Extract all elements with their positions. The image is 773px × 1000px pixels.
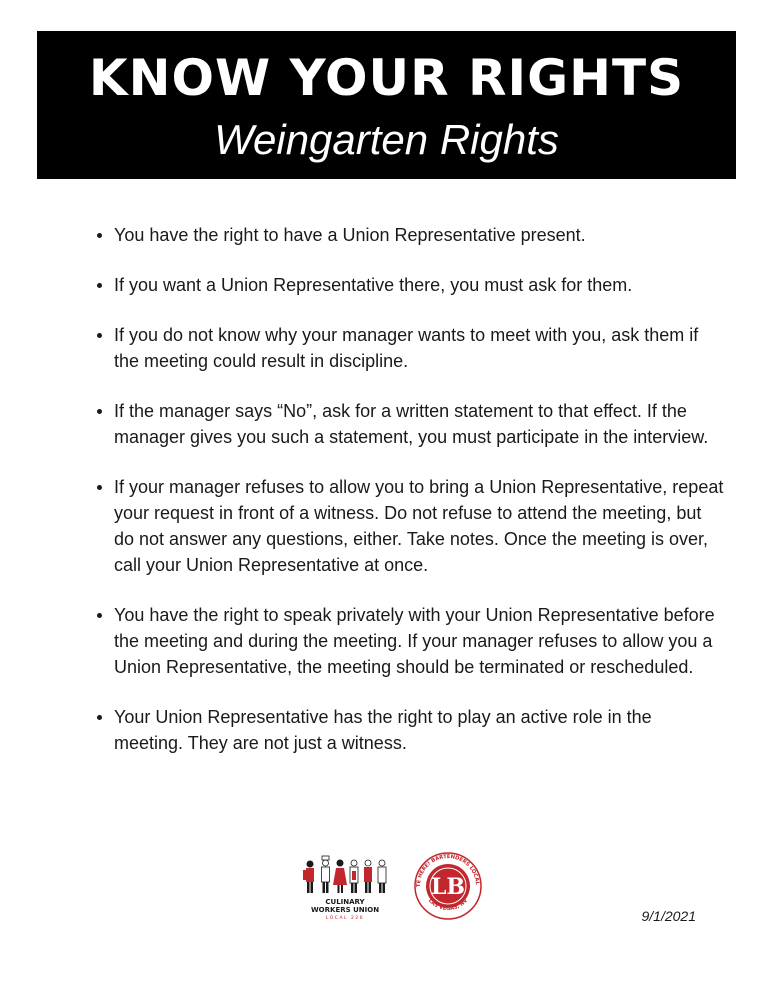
page-title: KNOW YOUR RIGHTS xyxy=(88,49,685,107)
list-item: If your manager refuses to allow you to bring a Union Representative, repeat your request in front of a witness. Do not refuse to attend the meeting, but do not answer any questions, either. Take notes. Once the meeting is over, call your Union Representative at once. xyxy=(114,474,724,578)
page-subtitle: Weingarten Rights xyxy=(214,116,559,163)
union-logos xyxy=(298,852,488,932)
list-item: You have the right to have a Union Representative present. xyxy=(114,222,724,248)
seal-ring-text: TE HERE! BARTENDERS LOCAL xyxy=(415,853,481,888)
seal-bottom-text: LAS VEGAS, NV xyxy=(426,897,470,913)
union-logos-graphic xyxy=(298,852,488,932)
list-item: If you do not know why your manager wants to meet with you, ask them if the meeting could result in discipline. xyxy=(114,322,724,374)
list-item: If the manager says “No”, ask for a written statement to that effect. If the manager gives you such a statement, you must participate in the interview. xyxy=(114,398,724,450)
culinary-logo-line2: WORKERS UNION xyxy=(310,906,380,914)
rights-list xyxy=(90,222,724,780)
seal-monogram: LB xyxy=(430,874,466,900)
list-item: You have the right to speak privately with your Union Representative before the meeting and during the meeting. If your manager refuses to allow you a Union Representative, the meeting should be terminated or rescheduled. xyxy=(114,602,724,680)
document-date: 9/1/2021 xyxy=(641,908,696,924)
list-item: If you want a Union Representative there, you must ask for them. xyxy=(114,272,724,298)
list-item: Your Union Representative has the right to play an active role in the meeting. They are not just a witness. xyxy=(114,704,724,756)
culinary-union-logo xyxy=(303,856,386,921)
culinary-logo-line3: LOCAL 226 xyxy=(325,916,365,921)
culinary-logo-line1: CULINARY xyxy=(325,898,365,906)
header-banner xyxy=(37,31,736,179)
